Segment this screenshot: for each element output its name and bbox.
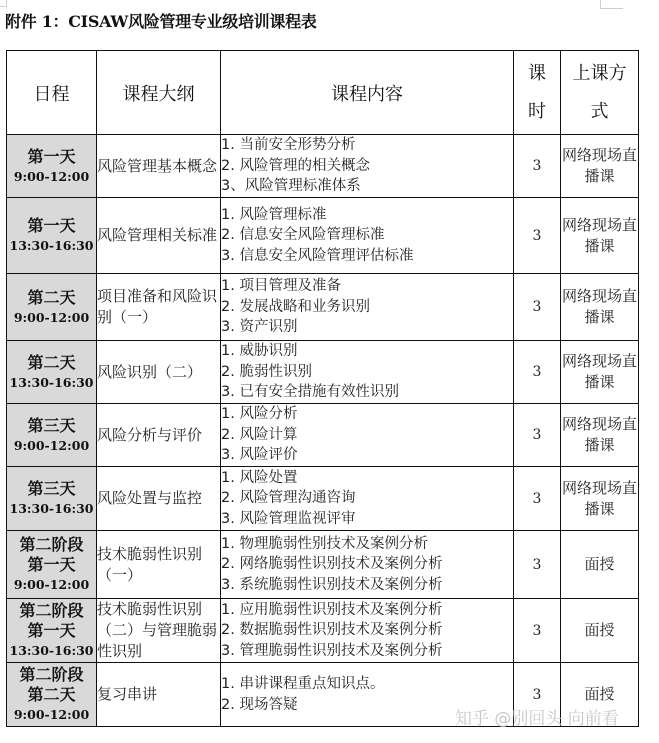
content-item: 3、风险管理标准体系 xyxy=(221,178,361,195)
schedule-cell xyxy=(7,404,97,467)
time-range: 9:00-12:00 xyxy=(13,309,90,325)
time-range: 9:00-12:00 xyxy=(13,577,90,592)
schedule-cell xyxy=(7,663,97,727)
table-row xyxy=(7,531,639,599)
day-label: 第三天 xyxy=(27,479,76,498)
content-item: 2. 现场答疑 xyxy=(221,696,298,713)
content-item: 1. 风险管理标准 xyxy=(221,206,327,223)
mode-cell: 网络现场直播课 xyxy=(561,404,639,467)
content-item: 1. 物理脆弱性别技术及案例分析 xyxy=(221,535,428,552)
mode-cell: 网络现场直播课 xyxy=(561,341,639,404)
content-cell xyxy=(221,135,514,198)
day-label: 第一天 xyxy=(27,621,76,640)
schedule-cell xyxy=(7,135,97,198)
content-item: 1. 当前安全形势分析 xyxy=(221,137,356,154)
table-row xyxy=(7,274,639,341)
content-item: 1. 串讲课程重点知识点。 xyxy=(221,676,385,692)
schedule-cell xyxy=(7,198,97,274)
table-row xyxy=(7,467,639,531)
course-schedule-table xyxy=(6,50,639,727)
content-item: 1. 项目管理及准备 xyxy=(221,278,341,295)
time-range: 9:00-12:00 xyxy=(13,168,90,184)
day-label: 第一天 xyxy=(27,555,76,574)
header-mode-line1: 上课方 xyxy=(572,62,627,84)
outline-cell: 技术脆弱性识别（二）与管理脆弱性识别 xyxy=(97,599,221,663)
content-item: 1. 风险分析 xyxy=(221,406,298,423)
day-label: 第二阶段 xyxy=(19,535,84,554)
hours-cell: 3 xyxy=(514,663,561,727)
content-cell xyxy=(221,274,514,341)
table-row xyxy=(7,599,639,663)
mode-cell: 网络现场直播课 xyxy=(561,274,639,341)
outline-cell: 风险处置与监控 xyxy=(97,467,221,531)
mode-cell: 面授 xyxy=(561,531,639,599)
hours-cell: 3 xyxy=(514,198,561,274)
table-row xyxy=(7,341,639,404)
header-content: 课程内容 xyxy=(221,51,514,135)
time-range: 9:00-12:00 xyxy=(13,437,90,453)
hours-cell: 3 xyxy=(514,599,561,663)
mode-cell: 网络现场直播课 xyxy=(561,135,639,198)
content-item: 2. 网络脆弱性识别技术及案例分析 xyxy=(221,556,443,573)
header-hours-line1: 课 xyxy=(528,62,546,84)
header-mode xyxy=(561,51,639,135)
header-hours-line2: 时 xyxy=(528,100,546,122)
outline-cell: 风险识别（二） xyxy=(97,341,221,404)
header-outline: 课程大纲 xyxy=(97,51,221,135)
watermark: 知乎 @别回头 向前看 xyxy=(455,709,619,729)
content-item: 2. 风险管理沟通咨询 xyxy=(221,490,356,507)
schedule-cell xyxy=(7,531,97,599)
table-row xyxy=(7,135,639,198)
day-label: 第二阶段 xyxy=(19,601,84,620)
schedule-cell xyxy=(7,274,97,341)
content-item: 1. 风险处置 xyxy=(221,469,298,486)
content-item: 3. 管理脆弱性识别技术及案例分析 xyxy=(221,642,443,659)
day-label: 第二天 xyxy=(27,685,76,704)
hours-cell: 3 xyxy=(514,404,561,467)
content-cell xyxy=(221,531,514,599)
content-item: 3. 风险评价 xyxy=(221,447,298,464)
mode-cell: 面授 xyxy=(561,599,639,663)
hours-cell: 3 xyxy=(514,531,561,599)
mode-cell: 网络现场直播课 xyxy=(561,467,639,531)
day-label: 第二天 xyxy=(27,352,76,372)
outline-cell: 技术脆弱性识别（一） xyxy=(97,531,221,599)
table-row xyxy=(7,198,639,274)
outline-cell: 复习串讲 xyxy=(97,663,221,727)
content-item: 3. 信息安全风险管理评估标准 xyxy=(221,247,414,264)
hours-cell: 3 xyxy=(514,341,561,404)
day-label: 第三天 xyxy=(27,415,76,435)
schedule-cell xyxy=(7,599,97,663)
document-title: 附件 1：CISAW风险管理专业级培训课程表 xyxy=(5,12,317,31)
content-cell xyxy=(221,341,514,404)
hours-cell: 3 xyxy=(514,274,561,341)
day-label: 第二阶段 xyxy=(19,665,84,684)
outline-cell: 风险分析与评价 xyxy=(97,404,221,467)
content-cell xyxy=(221,404,514,467)
table-header-row xyxy=(7,51,639,135)
content-item: 2. 信息安全风险管理标准 xyxy=(221,227,385,244)
schedule-cell xyxy=(7,341,97,404)
outline-cell: 风险管理相关标准 xyxy=(97,198,221,274)
time-range: 13:30-16:30 xyxy=(9,501,94,516)
content-item: 2. 数据脆弱性识别技术及案例分析 xyxy=(221,622,443,639)
hours-cell: 3 xyxy=(514,467,561,531)
time-range: 13:30-16:30 xyxy=(9,643,94,658)
content-cell xyxy=(221,198,514,274)
content-item: 1. 应用脆弱性识别技术及案例分析 xyxy=(221,601,443,618)
content-cell xyxy=(221,599,514,663)
content-item: 3. 资产识别 xyxy=(221,319,298,336)
content-item: 1. 威胁识别 xyxy=(221,343,298,360)
content-item: 2. 风险计算 xyxy=(221,426,298,443)
content-item: 3. 风险管理监视评审 xyxy=(221,510,356,527)
outline-cell: 风险管理基本概念 xyxy=(97,135,221,198)
time-range: 13:30-16:30 xyxy=(9,238,94,253)
content-item: 3. 已有安全措施有效性识别 xyxy=(221,384,399,401)
content-cell xyxy=(221,467,514,531)
page-corner-mark xyxy=(0,0,7,7)
content-item: 2. 发展战略和业务识别 xyxy=(221,298,370,315)
content-item: 3. 系统脆弱性识别技术及案例分析 xyxy=(221,576,443,593)
outline-cell: 项目准备和风险识别（一） xyxy=(97,274,221,341)
content-item: 2. 风险管理的相关概念 xyxy=(221,157,370,174)
time-range: 9:00-12:00 xyxy=(13,707,90,722)
mode-cell: 网络现场直播课 xyxy=(561,198,639,274)
header-schedule: 日程 xyxy=(7,51,97,135)
day-label: 第二天 xyxy=(27,287,76,307)
time-range: 13:30-16:30 xyxy=(9,374,94,390)
mode-cell: 面授 xyxy=(561,663,639,727)
day-label: 第一天 xyxy=(27,146,76,166)
day-label: 第一天 xyxy=(27,216,76,235)
header-hours xyxy=(514,51,561,135)
table-row xyxy=(7,404,639,467)
page-corner-mark xyxy=(600,0,623,9)
schedule-cell xyxy=(7,467,97,531)
header-mode-line2: 式 xyxy=(590,100,609,122)
hours-cell: 3 xyxy=(514,135,561,198)
content-item: 2. 脆弱性识别 xyxy=(221,363,312,380)
